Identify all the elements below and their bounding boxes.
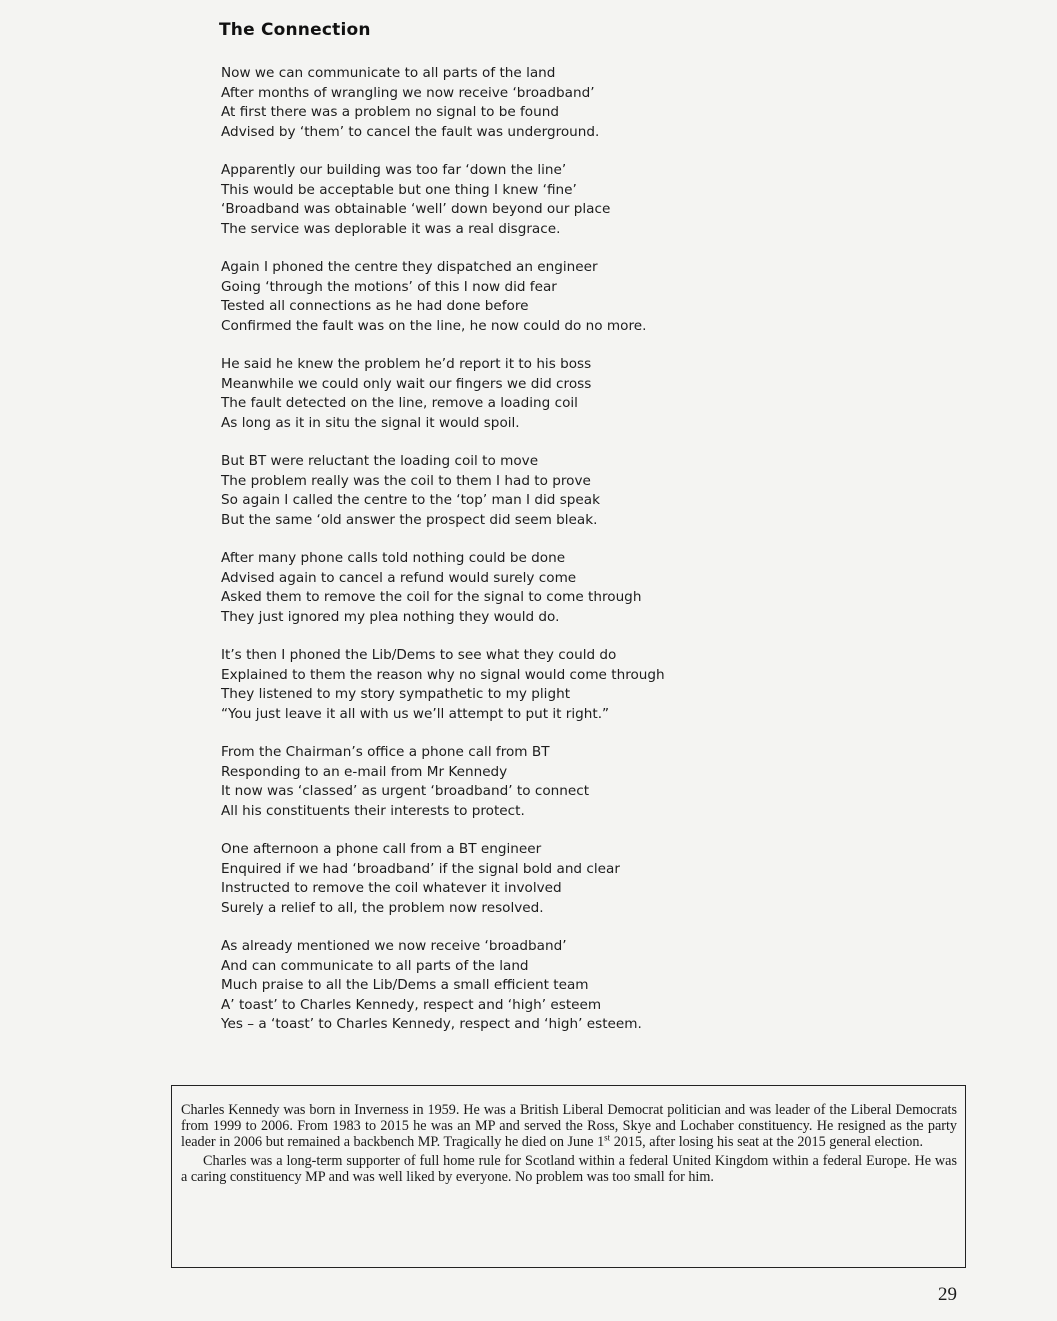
poem-line: It’s then I phoned the Lib/Dems to see what they could do — [221, 647, 617, 663]
poem-line: All his constituents their interests to protect. — [221, 802, 525, 819]
poem-line: After months of wrangling we now receive ‘broadband’ — [221, 84, 595, 101]
poem-line: They listened to my story sympathetic to my plight — [221, 686, 571, 702]
poem-stanza — [221, 840, 741, 918]
poem-line: They just ignored my plea nothing they would do. — [221, 608, 560, 625]
poem-line: One afternoon a phone call from a BT engineer — [221, 841, 542, 857]
biography-text: 2015, after losing his seat at the 2015 general election. — [610, 1134, 924, 1151]
biography-paragraph-1 — [181, 1102, 957, 1151]
poem-line: Tested all connections as he had done before — [221, 298, 529, 314]
poem-line: But BT were reluctant the loading coil to move — [221, 453, 539, 469]
poem-line: So again I called the centre to the ‘top’ man I did speak — [221, 492, 600, 508]
poem-line: Meanwhile we could only wait our fingers we did cross — [221, 375, 592, 392]
poem-title: The Connection — [219, 20, 371, 40]
poem-line: Apparently our building was too far ‘down the line’ — [221, 162, 567, 178]
poem-line: It now was ‘classed’ as urgent ‘broadband’ to connect — [221, 783, 590, 799]
poem-line: “You just leave it all with us we’ll attempt to put it right.” — [221, 705, 610, 722]
poem-stanza — [221, 937, 741, 1035]
poem-line: Again I phoned the centre they dispatched an engineer — [221, 259, 598, 275]
poem-line: After many phone calls told nothing could be done — [221, 550, 566, 566]
poem-line: Surely a relief to all, the problem now resolved. — [221, 899, 544, 916]
poem-stanza — [221, 64, 741, 142]
page-number: 29 — [938, 1284, 957, 1305]
poem-line: As long as it in situ the signal it would spoil. — [221, 414, 520, 431]
poem-line: From the Chairman’s office a phone call from BT — [221, 744, 550, 760]
poem-stanza — [221, 549, 741, 627]
poem-line: A’ toast’ to Charles Kennedy, respect and ‘high’ esteem — [221, 996, 602, 1013]
poem-line: Going ‘through the motions’ of this I now did fear — [221, 278, 557, 295]
poem-line: ‘Broadband was obtainable ‘well’ down beyond our place — [221, 201, 611, 217]
poem-line: But the same ‘old answer the prospect did seem bleak. — [221, 511, 598, 528]
poem-line: This would be acceptable but one thing I knew ‘fine’ — [221, 181, 577, 198]
biography-paragraph-2: Charles was a long-term supporter of full home rule for Scotland within a federal United Kingdom within a federal Europe. He was a caring constituency MP and was well liked by everyone. No problem was too small for him. — [181, 1152, 957, 1185]
poem-stanza — [221, 646, 741, 724]
poem-line: Explained to them the reason why no signal would come through — [221, 666, 665, 683]
poem-line: He said he knew the problem he’d report it to his boss — [221, 356, 592, 372]
poem-stanza — [221, 258, 741, 336]
poem-stanza — [221, 355, 741, 433]
poem-line: Enquired if we had ‘broadband’ if the signal bold and clear — [221, 860, 620, 877]
poem-line: Instructed to remove the coil whatever it involved — [221, 880, 562, 896]
poem-line: The service was deplorable it was a real disgrace. — [221, 220, 561, 237]
poem-body — [221, 64, 741, 1054]
poem-line: The problem really was the coil to them I had to prove — [221, 472, 591, 489]
poem-line: Advised by ‘them’ to cancel the fault was underground. — [221, 123, 600, 140]
poem-line: Yes – a ‘toast’ to Charles Kennedy, respect and ‘high’ esteem. — [221, 1016, 642, 1032]
poem-stanza — [221, 161, 741, 239]
biography-box — [171, 1085, 966, 1268]
poem-line: The fault detected on the line, remove a loading coil — [221, 395, 578, 411]
biography-text: Charles Kennedy was born in Inverness in 1959. He was a British Liberal Democrat politician and was leader of the Liberal Democrats from 1999 to 2006. From 1983 to 2015 he was an MP and served the Ross, Skye and Lochaber constituency. He resigned as the party leader in 2006 but remained a backbench MP. Tragically he died on June 1 — [181, 1102, 957, 1151]
poem-line: Responding to an e-mail from Mr Kennedy — [221, 763, 508, 780]
poem-line: Confirmed the fault was on the line, he now could do no more. — [221, 317, 647, 334]
poem-line: And can communicate to all parts of the land — [221, 957, 529, 974]
poem-line: As already mentioned we now receive ‘broadband’ — [221, 938, 567, 954]
poem-line: Now we can communicate to all parts of the land — [221, 65, 556, 81]
poem-stanza — [221, 452, 741, 530]
poem-line: At first there was a problem no signal to be found — [221, 104, 559, 120]
ordinal-suffix: st — [604, 1132, 611, 1143]
poem-line: Asked them to remove the coil for the signal to come through — [221, 589, 642, 605]
poem-line: Advised again to cancel a refund would surely come — [221, 569, 577, 586]
poem-line: Much praise to all the Lib/Dems a small efficient team — [221, 977, 589, 993]
poem-stanza — [221, 743, 741, 821]
